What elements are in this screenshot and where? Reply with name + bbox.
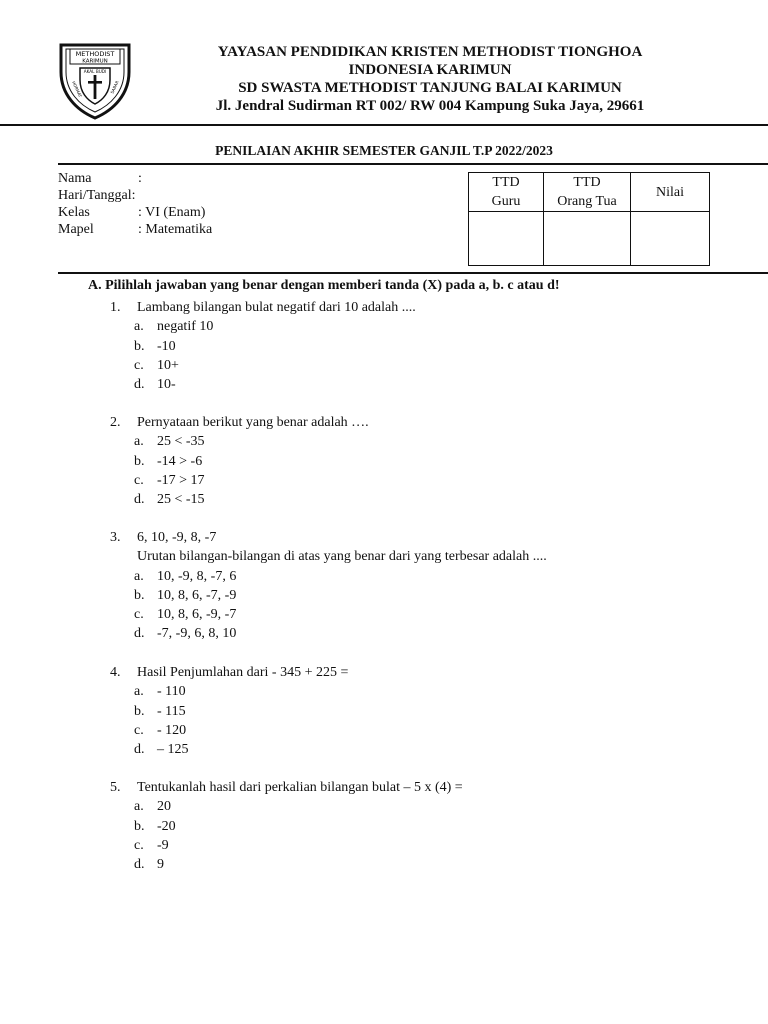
option-b[interactable] xyxy=(0,702,768,721)
option-text: 25 < -35 xyxy=(157,434,205,450)
option-c[interactable] xyxy=(0,836,768,855)
signature-table xyxy=(468,172,710,266)
question-text: Tentukanlah hasil dari perkalian bilangan bulat – 5 x (4) = xyxy=(137,780,463,795)
option-label: a. xyxy=(134,684,144,700)
option-a[interactable] xyxy=(0,432,768,451)
option-d[interactable] xyxy=(0,490,768,509)
question-number: 4. xyxy=(110,665,121,680)
option-text: 10, 8, 6, -7, -9 xyxy=(157,587,237,603)
option-c[interactable] xyxy=(0,721,768,740)
nilai-cell[interactable] xyxy=(631,212,710,266)
option-label: d. xyxy=(134,742,145,758)
kelas-label: Kelas xyxy=(58,205,90,220)
info-divider xyxy=(58,272,768,274)
ttd-guru-header xyxy=(469,173,544,212)
mapel-label: Mapel xyxy=(58,222,94,237)
option-b[interactable] xyxy=(0,337,768,356)
question-4 xyxy=(0,663,768,759)
kelas-value: : VI (Enam) xyxy=(138,205,206,220)
logo-left-text: HORMAT xyxy=(71,80,83,99)
hari-tanggal-label: Hari/Tanggal: xyxy=(58,188,136,203)
school-logo xyxy=(58,42,132,120)
option-label: c. xyxy=(134,357,144,373)
option-d[interactable] xyxy=(0,740,768,759)
option-a[interactable] xyxy=(0,317,768,336)
option-text: 10, -9, 8, -7, 6 xyxy=(157,568,237,584)
option-text: 25 < -15 xyxy=(157,492,205,508)
option-label: b. xyxy=(134,338,145,354)
option-a[interactable] xyxy=(0,797,768,816)
question-text-secondary: Urutan bilangan-bilangan di atas yang benar dari yang terbesar adalah .... xyxy=(137,549,547,565)
question-number: 1. xyxy=(110,300,121,315)
option-label: d. xyxy=(134,857,145,873)
logo-sub-text: KARIMUN xyxy=(82,58,108,65)
option-label: d. xyxy=(134,492,145,508)
option-d[interactable] xyxy=(0,624,768,643)
nilai-label: Nilai xyxy=(656,184,684,200)
ttd-orang-tua-cell[interactable] xyxy=(544,212,631,266)
option-c[interactable] xyxy=(0,471,768,490)
exam-title: PENILAIAN AKHIR SEMESTER GANJIL T.P 2022/2023 xyxy=(215,143,553,158)
question-number: 2. xyxy=(110,415,121,430)
option-text: -10 xyxy=(157,338,176,354)
header-divider xyxy=(0,124,768,126)
option-text: -17 > 17 xyxy=(157,472,205,488)
question-5 xyxy=(0,778,768,874)
option-text: -9 xyxy=(157,837,169,853)
logo-top-text: METHODIST xyxy=(75,50,115,58)
option-text: -14 > -6 xyxy=(157,453,203,469)
ttd-orang-tua-line2: Orang Tua xyxy=(557,194,617,209)
option-d[interactable] xyxy=(0,375,768,394)
question-number: 3. xyxy=(110,530,121,545)
option-label: d. xyxy=(134,377,145,393)
school-address: Jl. Jendral Sudirman RT 002/ RW 004 Kampung Suka Jaya, 29661 xyxy=(215,98,645,114)
logo-right-text: SABAR xyxy=(109,79,120,95)
option-b[interactable] xyxy=(0,452,768,471)
option-text: 10, 8, 6, -9, -7 xyxy=(157,607,237,623)
option-c[interactable] xyxy=(0,605,768,624)
nama-label: Nama xyxy=(58,171,92,186)
option-text: 9 xyxy=(157,857,164,873)
option-label: d. xyxy=(134,626,145,642)
option-text: 20 xyxy=(157,799,171,815)
nilai-header xyxy=(631,173,710,212)
option-label: a. xyxy=(134,568,144,584)
option-text: – 125 xyxy=(157,742,189,758)
option-label: c. xyxy=(134,837,144,853)
question-text: 6, 10, -9, 8, -7 xyxy=(137,530,217,545)
option-label: b. xyxy=(134,587,145,603)
option-label: c. xyxy=(134,607,144,623)
option-b[interactable] xyxy=(0,586,768,605)
option-text: - 115 xyxy=(157,703,186,719)
nama-value: : xyxy=(138,171,142,186)
school-name: SD SWASTA METHODIST TANJUNG BALAI KARIMUN xyxy=(238,80,622,96)
option-b[interactable] xyxy=(0,817,768,836)
mapel-value: : Matematika xyxy=(138,222,213,237)
question-text: Pernyataan berikut yang benar adalah …. xyxy=(137,415,369,430)
ttd-guru-line2: Guru xyxy=(491,194,521,209)
option-text: -7, -9, 6, 8, 10 xyxy=(157,626,237,642)
foundation-region: INDONESIA KARIMUN xyxy=(348,62,512,78)
question-text: Hasil Penjumlahan dari - 345 + 225 = xyxy=(137,665,349,680)
question-1 xyxy=(0,298,768,394)
option-label: a. xyxy=(134,434,144,450)
title-divider xyxy=(58,163,768,165)
option-label: a. xyxy=(134,319,144,335)
option-label: b. xyxy=(134,818,145,834)
option-a[interactable] xyxy=(0,567,768,586)
question-text: Lambang bilangan bulat negatif dari 10 adalah .... xyxy=(137,300,416,315)
option-label: b. xyxy=(134,453,145,469)
option-label: c. xyxy=(134,722,144,738)
ttd-guru-line1: TTD xyxy=(492,175,520,190)
ttd-orang-tua-line1: TTD xyxy=(573,175,601,190)
option-d[interactable] xyxy=(0,855,768,874)
option-text: -20 xyxy=(157,818,176,834)
option-text: negatif 10 xyxy=(157,319,214,335)
question-3 xyxy=(0,528,768,644)
section-a-instruction: A. Pilihlah jawaban yang benar dengan memberi tanda (X) pada a, b. c atau d! xyxy=(88,278,560,293)
school-header xyxy=(150,43,710,115)
question-2 xyxy=(0,413,768,509)
logo-inner-text: AKAL BUDI xyxy=(83,69,107,74)
option-a[interactable] xyxy=(0,682,768,701)
ttd-guru-cell[interactable] xyxy=(469,212,544,266)
option-text: - 110 xyxy=(157,684,186,700)
ttd-orang-tua-header xyxy=(544,173,631,212)
question-number: 5. xyxy=(110,780,121,795)
option-c[interactable] xyxy=(0,356,768,375)
option-text: 10- xyxy=(157,377,176,393)
option-label: a. xyxy=(134,799,144,815)
option-text: 10+ xyxy=(157,357,179,373)
option-label: b. xyxy=(134,703,145,719)
option-label: c. xyxy=(134,472,144,488)
option-text: - 120 xyxy=(157,722,187,738)
foundation-name: YAYASAN PENDIDIKAN KRISTEN METHODIST TIONGHOA xyxy=(217,44,643,60)
